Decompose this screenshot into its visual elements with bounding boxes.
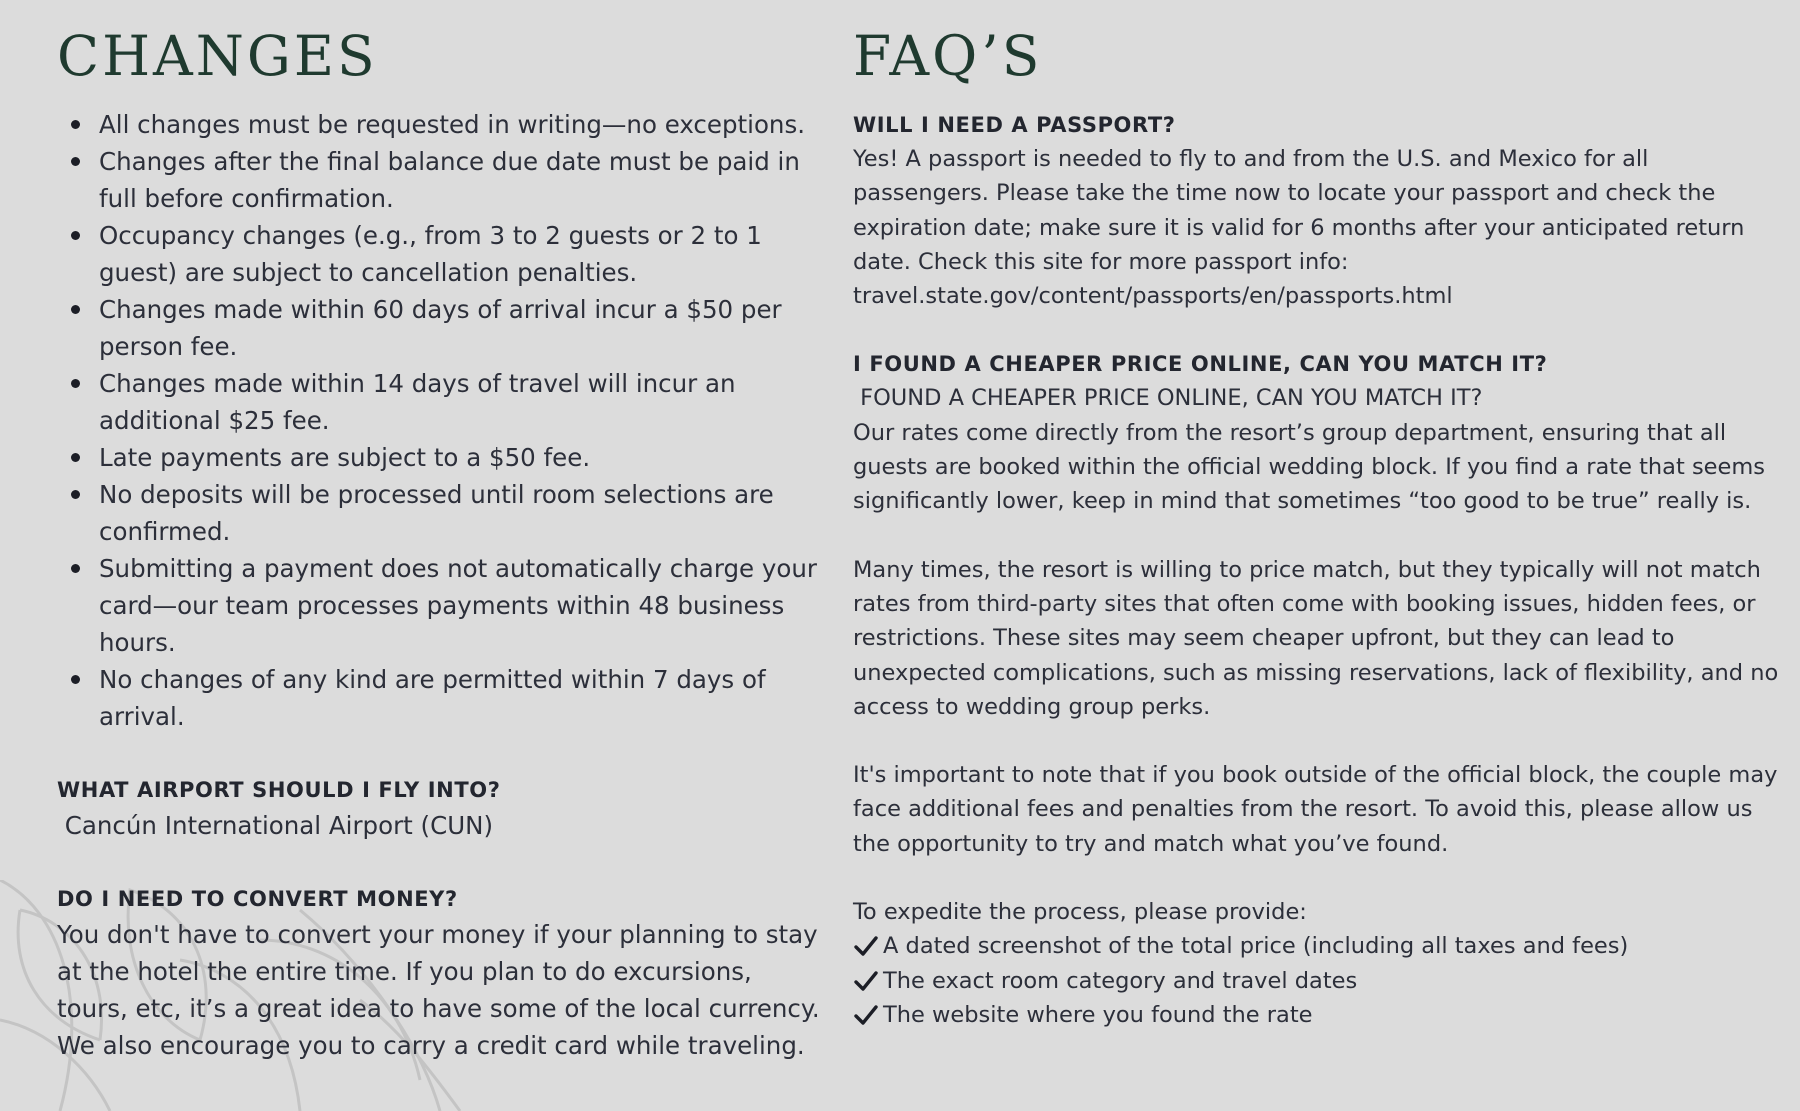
checklist-text: The website where you found the rate — [883, 1001, 1313, 1028]
spacer — [853, 724, 1783, 758]
checklist-item — [853, 964, 1783, 998]
list-item-text: Changes made within 60 days of arrival incur a $50 per person fee. — [99, 295, 782, 361]
provide-intro: To expedite the process, please provide: — [853, 899, 1307, 926]
price-paragraph-3: It's important to note that if you book outside of the official block, the couple may face additional fees and penalties from the resort. To avoid this, please allow us the opportunity to try and match what you’ve found. — [853, 762, 1778, 857]
checkmark-icon — [853, 1002, 879, 1028]
list-item-text: Occupancy changes (e.g., from 3 to 2 guests or 2 to 1 guest) are subject to cancellation penalties. — [99, 221, 762, 287]
bullet-icon — [71, 564, 80, 573]
price-question: I FOUND A CHEAPER PRICE ONLINE, CAN YOU MATCH IT? — [853, 352, 1548, 377]
passport-answer: Yes! A passport is needed to fly to and from the U.S. and Mexico for all passengers. Please take the time now to locate your passport and check the expiration date; make sure it is valid for 6 months after your anticipated return date. Check this site for more passport info: travel.state.gov/content/passports/en/passports.html — [853, 146, 1745, 310]
bullet-icon — [71, 379, 80, 388]
faqs-section — [853, 26, 1783, 1032]
faq-passport — [853, 108, 1783, 313]
list-item — [57, 476, 827, 550]
list-item-text: Changes made within 14 days of travel will incur an additional $25 fee. — [99, 369, 736, 435]
spacer — [57, 844, 827, 882]
checkmark-icon — [853, 933, 879, 959]
money-answer: You don't have to convert your money if your planning to stay at the hotel the entire time. If you plan to do excursions, tours, etc, it’s a great idea to have some of the local currency. We also encourage you to carry a credit card while traveling. — [57, 920, 820, 1060]
list-item-text: Late payments are subject to a $50 fee. — [99, 443, 591, 472]
changes-section — [57, 26, 827, 1064]
list-item — [57, 550, 827, 661]
list-item-text: All changes must be requested in writing—no exceptions. — [99, 110, 806, 139]
changes-title: CHANGES — [57, 24, 378, 88]
money-question: DO I NEED TO CONVERT MONEY? — [57, 887, 458, 911]
bullet-icon — [71, 231, 80, 240]
list-item — [57, 291, 827, 365]
list-item-text: Submitting a payment does not automatically charge your card—our team processes payments within 48 business hours. — [99, 554, 817, 657]
price-question-repeat: FOUND A CHEAPER PRICE ONLINE, CAN YOU MATCH IT? — [853, 385, 1483, 412]
price-paragraph-1: Our rates come directly from the resort’s group department, ensuring that all guests are booked within the official wedding block. If you find a rate that seems significantly lower, keep in mind that sometimes “too good to be true” really is. — [853, 419, 1765, 515]
checkmark-icon — [853, 968, 879, 994]
bullet-icon — [71, 157, 80, 166]
spacer — [57, 735, 827, 773]
list-item — [57, 143, 827, 217]
faq-money — [57, 882, 827, 1064]
checklist-text: A dated screenshot of the total price (including all taxes and fees) — [883, 933, 1629, 960]
checklist-item — [853, 929, 1783, 963]
list-item — [57, 365, 827, 439]
faq-airport — [57, 773, 827, 844]
bullet-icon — [71, 675, 80, 684]
spacer — [853, 861, 1783, 895]
checklist-text: The exact room category and travel dates — [883, 967, 1358, 994]
list-item-text: Changes after the final balance due date must be paid in full before confirmation. — [99, 147, 800, 213]
bullet-icon — [71, 490, 80, 499]
spacer — [853, 313, 1783, 347]
price-paragraph-2: Many times, the resort is willing to price match, but they typically will not match rates from third-party sites that often come with booking issues, hidden fees, or restrictions. These sites may seem cheaper upfront, but they can lead to unexpected complications, such as missing reservations, lack of flexibility, and no access to wedding group perks. — [853, 556, 1779, 720]
list-item — [57, 439, 827, 476]
list-item — [57, 661, 827, 735]
checklist-item — [853, 998, 1783, 1032]
faq-price-match — [853, 347, 1783, 1032]
spacer — [853, 519, 1783, 553]
list-item-text: No deposits will be processed until room selections are confirmed. — [99, 480, 774, 546]
airport-answer: Cancún International Airport (CUN) — [57, 811, 494, 840]
bullet-icon — [71, 120, 80, 129]
faqs-title: FAQ’S — [853, 24, 1043, 88]
list-item — [57, 106, 827, 143]
list-item-text: No changes of any kind are permitted within 7 days of arrival. — [99, 665, 766, 731]
list-item — [57, 217, 827, 291]
bullet-icon — [71, 453, 80, 462]
changes-list — [57, 106, 827, 735]
passport-question: WILL I NEED A PASSPORT? — [853, 113, 1176, 137]
bullet-icon — [71, 305, 80, 314]
airport-question: WHAT AIRPORT SHOULD I FLY INTO? — [57, 778, 501, 802]
